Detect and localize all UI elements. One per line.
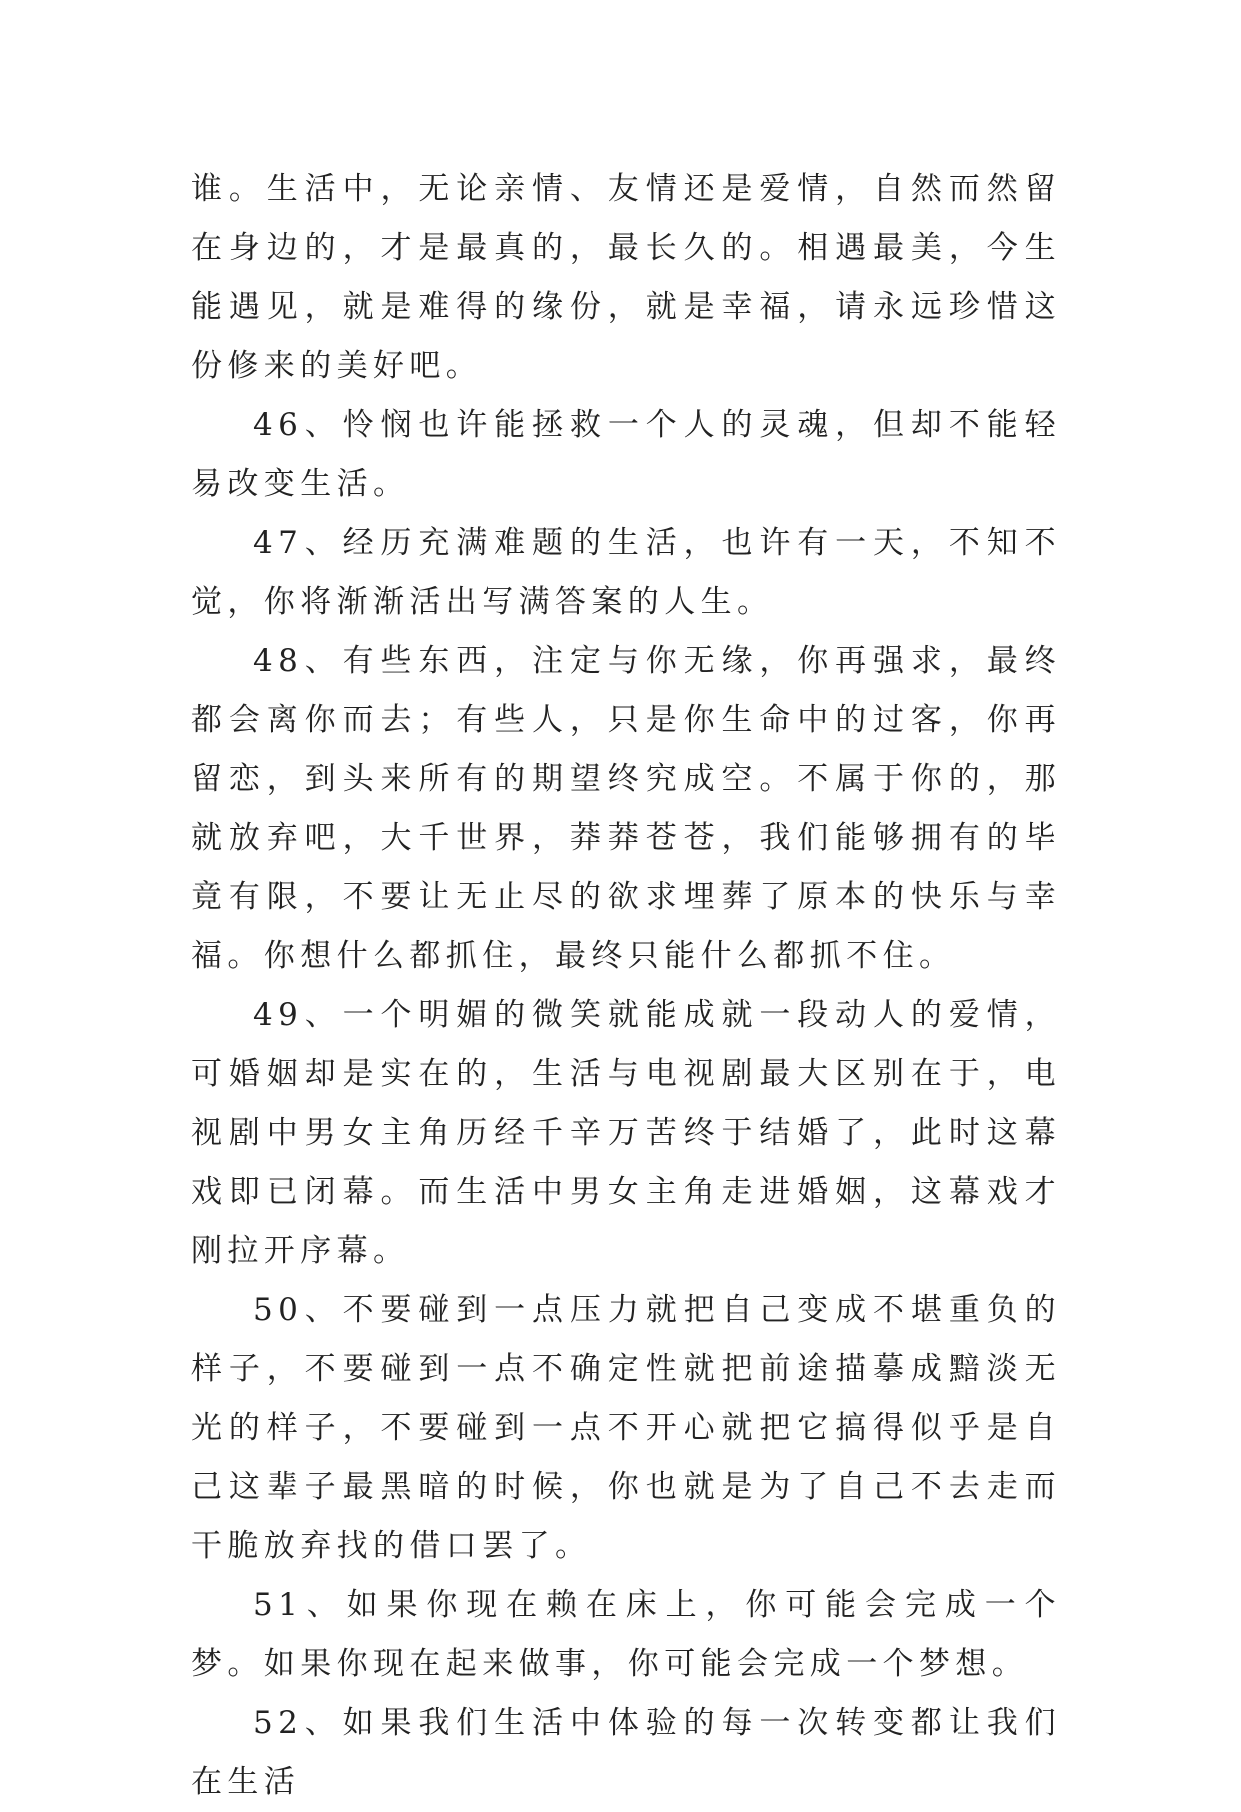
paragraph-continued: 谁。生活中，无论亲情、友情还是爱情，自然而然留在身边的，才是最真的，最长久的。相遇最美，今生能遇见，就是难得的缘份，就是幸福，请永远珍惜这份修来的美好吧。: [191, 171, 1061, 384]
paragraph-46: 46、怜悯也许能拯救一个人的灵魂，但却不能轻易改变生活。: [191, 407, 1061, 502]
paragraph-51: 51、如果你现在赖在床上，你可能会完成一个梦。如果你现在起来做事，你可能会完成一个梦想。: [191, 1587, 1061, 1682]
paragraph-49: 49、一个明媚的微笑就能成就一段动人的爱情，可婚姻却是实在的，生活与电视剧最大区别在于，电视剧中男女主角历经千辛万苦终于结婚了，此时这幕戏即已闭幕。而生活中男女主角走进婚姻，这幕戏才刚拉开序幕。: [191, 997, 1061, 1269]
paragraph-47: 47、经历充满难题的生活，也许有一天，不知不觉，你将渐渐活出写满答案的人生。: [191, 525, 1061, 620]
body-text: [191, 160, 1061, 1812]
paragraph-48: 48、有些东西，注定与你无缘，你再强求，最终都会离你而去；有些人，只是你生命中的过客，你再留恋，到头来所有的期望终究成空。不属于你的，那就放弃吧，大千世界，莽莽苍苍，我们能够拥有的毕竟有限，不要让无止尽的欲求埋葬了原本的快乐与幸福。你想什么都抓住，最终只能什么都抓不住。: [191, 643, 1061, 974]
paragraph-50: 50、不要碰到一点压力就把自己变成不堪重负的样子，不要碰到一点不确定性就把前途描摹成黯淡无光的样子，不要碰到一点不开心就把它搞得似乎是自己这辈子最黑暗的时候，你也就是为了自己不去走而干脆放弃找的借口罢了。: [191, 1292, 1061, 1564]
paragraph-52: 52、如果我们生活中体验的每一次转变都让我们在生活: [191, 1705, 1061, 1800]
